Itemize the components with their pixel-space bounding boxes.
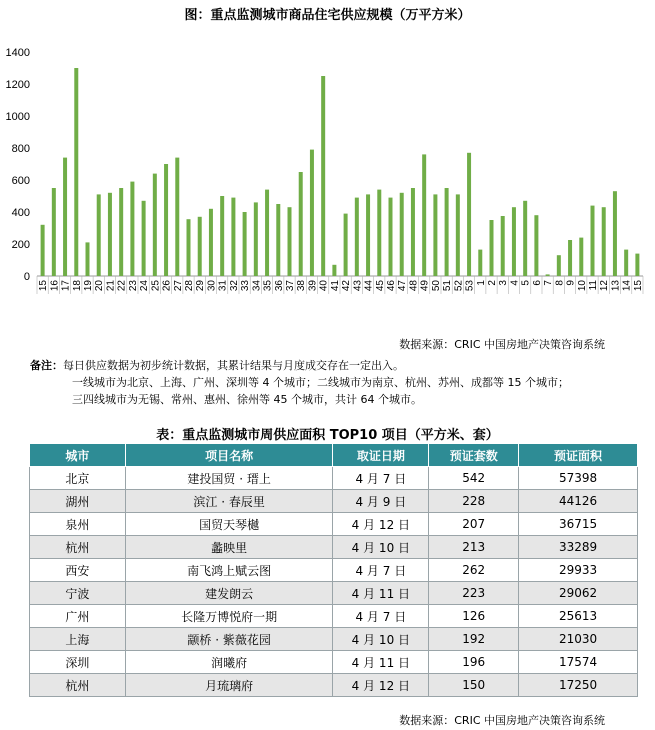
x-tick-label: 1 — [475, 280, 487, 286]
table-header-row — [30, 444, 638, 467]
header-cell: 取证日期 — [333, 444, 429, 467]
bar — [41, 225, 45, 276]
table-row — [30, 582, 638, 605]
table-cell: 36715 — [519, 513, 638, 536]
chart-note — [30, 357, 569, 408]
table-cell: 29062 — [519, 582, 638, 605]
table-row — [30, 605, 638, 628]
note-line-1: 每日供应数据为初步统计数据，其累计结果与月度成交存在一定出入。 — [63, 359, 404, 372]
bar — [512, 207, 516, 276]
bar — [523, 201, 527, 276]
bar — [153, 174, 157, 276]
bar — [321, 76, 325, 276]
x-tick-label: 42 — [341, 280, 353, 292]
x-tick-label: 12 — [599, 280, 611, 292]
x-tick-label: 46 — [386, 280, 397, 292]
chart-source: 数据来源：CRIC 中国房地产决策咨询系统 — [399, 338, 605, 351]
x-tick-label: 10 — [576, 280, 588, 292]
x-tick-label: 26 — [161, 280, 173, 292]
table-cell: 4 月 12 日 — [333, 674, 429, 697]
bar — [366, 194, 370, 276]
table-cell: 杭州 — [30, 674, 126, 697]
table-cell: 21030 — [519, 628, 638, 651]
x-tick-label: 5 — [520, 280, 532, 286]
bar — [490, 220, 494, 276]
bar — [231, 198, 235, 276]
table-cell: 207 — [429, 513, 519, 536]
x-tick-label: 31 — [217, 280, 229, 292]
note-label: 备注： — [30, 359, 63, 372]
bar — [400, 193, 404, 276]
bar — [422, 154, 426, 276]
table-row — [30, 513, 638, 536]
bar — [130, 182, 134, 276]
x-tick-label: 14 — [621, 280, 633, 292]
x-tick-label: 43 — [352, 280, 364, 292]
x-tick-label: 13 — [610, 280, 622, 292]
x-tick-label: 40 — [318, 280, 330, 292]
x-tick-label: 22 — [116, 280, 128, 292]
x-tick-label: 4 — [509, 280, 521, 286]
table-cell: 蠡映里 — [125, 536, 333, 559]
bar — [97, 194, 101, 276]
table-cell: 国贸天琴樾 — [125, 513, 333, 536]
table-cell: 月琉璃府 — [125, 674, 333, 697]
x-tick-label: 9 — [565, 280, 577, 286]
x-tick-label: 25 — [150, 280, 162, 292]
bar — [456, 194, 460, 276]
bar — [265, 190, 269, 276]
table-cell: 223 — [429, 582, 519, 605]
x-tick-label: 16 — [49, 280, 61, 292]
table-cell: 深圳 — [30, 651, 126, 674]
y-tick-label: 800 — [11, 143, 30, 155]
table-cell: 4 月 10 日 — [333, 536, 429, 559]
bar — [557, 255, 561, 276]
x-tick-label: 33 — [240, 280, 252, 292]
table-row — [30, 628, 638, 651]
table-cell: 29933 — [519, 559, 638, 582]
table-cell: 126 — [429, 605, 519, 628]
y-tick-label: 0 — [23, 271, 30, 283]
x-tick-label: 8 — [554, 280, 566, 286]
table-cell: 滨江 · 春辰里 — [125, 490, 333, 513]
bar — [175, 158, 179, 276]
x-tick-label: 35 — [262, 280, 274, 292]
table-cell: 17574 — [519, 651, 638, 674]
x-tick-label: 47 — [397, 280, 409, 292]
bar — [276, 204, 280, 276]
bar — [613, 191, 617, 276]
bar — [86, 242, 90, 276]
x-tick-label: 45 — [374, 280, 386, 292]
x-tick-label: 51 — [442, 280, 454, 292]
table-cell: 17250 — [519, 674, 638, 697]
table-cell: 213 — [429, 536, 519, 559]
note-line-2: 一线城市为北京、上海、广州、深圳等 4 个城市；二线城市为南京、杭州、苏州、成都等 15 个城市； — [72, 376, 569, 389]
x-tick-label: 19 — [83, 280, 94, 292]
table-cell: 196 — [429, 651, 519, 674]
bar — [579, 238, 583, 276]
bar — [635, 254, 639, 276]
table-cell: 33289 — [519, 536, 638, 559]
bar — [310, 150, 314, 276]
bar — [445, 188, 449, 276]
table-cell: 4 月 9 日 — [333, 490, 429, 513]
bar — [355, 198, 359, 276]
table-cell: 颛桥 · 紫薇花园 — [125, 628, 333, 651]
bar — [568, 240, 572, 276]
bar — [478, 250, 482, 276]
table-cell: 4 月 11 日 — [333, 651, 429, 674]
chart-title: 图：重点监测城市商品住宅供应规模（万平方米） — [184, 8, 471, 23]
x-tick-label: 50 — [430, 280, 442, 292]
x-tick-label: 49 — [419, 280, 431, 292]
y-tick-label: 1000 — [5, 111, 30, 123]
x-tick-label: 17 — [60, 280, 72, 292]
table-cell: 150 — [429, 674, 519, 697]
table-cell: 润曦府 — [125, 651, 333, 674]
bar — [433, 194, 437, 276]
x-tick-label: 11 — [588, 280, 599, 291]
table-row — [30, 467, 638, 490]
table-cell: 广州 — [30, 605, 126, 628]
x-tick-label: 21 — [105, 280, 117, 292]
bar — [74, 68, 78, 276]
x-tick-label: 41 — [329, 280, 341, 292]
top10-table — [29, 443, 638, 697]
x-tick-label: 34 — [251, 280, 263, 292]
table-title: 表：重点监测城市周供应面积 TOP10 项目（平方米、套） — [156, 428, 499, 443]
header-cell: 项目名称 — [125, 444, 333, 467]
table-cell: 542 — [429, 467, 519, 490]
y-tick-label: 1400 — [5, 47, 30, 59]
bar — [164, 164, 168, 276]
x-tick-label: 7 — [543, 280, 555, 286]
x-tick-label: 32 — [228, 280, 240, 292]
table-source: 数据来源：CRIC 中国房地产决策咨询系统 — [399, 714, 605, 727]
table-row — [30, 490, 638, 513]
table-cell: 4 月 7 日 — [333, 467, 429, 490]
note-line-3: 三四线城市为无锡、常州、惠州、徐州等 45 个城市，共计 64 个城市。 — [72, 393, 422, 406]
header-cell: 预证套数 — [429, 444, 519, 467]
bar — [254, 202, 258, 276]
bar — [119, 188, 123, 276]
table-cell: 宁波 — [30, 582, 126, 605]
x-tick-label: 30 — [206, 280, 218, 292]
table-cell: 57398 — [519, 467, 638, 490]
table-cell: 4 月 10 日 — [333, 628, 429, 651]
table-cell: 25613 — [519, 605, 638, 628]
table-cell: 228 — [429, 490, 519, 513]
table-cell: 西安 — [30, 559, 126, 582]
header-cell: 城市 — [30, 444, 126, 467]
x-tick-label: 6 — [531, 280, 543, 286]
bar — [591, 206, 595, 276]
bar — [332, 265, 336, 276]
table-cell: 44126 — [519, 490, 638, 513]
x-tick-label: 3 — [498, 280, 510, 286]
table-cell: 杭州 — [30, 536, 126, 559]
x-tick-label: 2 — [487, 280, 498, 286]
x-tick-label: 44 — [363, 280, 375, 292]
table-cell: 北京 — [30, 467, 126, 490]
table-row — [30, 674, 638, 697]
header-cell: 预证面积 — [519, 444, 638, 467]
table-cell: 长隆万博悦府一期 — [125, 605, 333, 628]
x-tick-label: 27 — [172, 280, 184, 292]
x-tick-label: 15 — [38, 280, 50, 292]
table-cell: 4 月 11 日 — [333, 582, 429, 605]
bar — [389, 198, 393, 276]
x-tick-label: 29 — [195, 280, 207, 292]
x-tick-label: 15 — [632, 280, 644, 292]
bar — [377, 190, 381, 276]
table-cell: 上海 — [30, 628, 126, 651]
x-tick-label: 36 — [273, 280, 285, 292]
bar — [187, 219, 191, 276]
x-tick-label: 39 — [307, 280, 319, 292]
y-tick-label: 1200 — [5, 79, 30, 91]
bar — [63, 158, 67, 276]
table-cell: 南飞鸿上赋云图 — [125, 559, 333, 582]
bar — [411, 188, 415, 276]
bar — [243, 212, 247, 276]
bar — [142, 201, 146, 276]
bar — [534, 215, 538, 276]
table-cell: 262 — [429, 559, 519, 582]
bar-chart — [0, 28, 655, 333]
table-cell: 建投国贸 · 瑨上 — [125, 467, 333, 490]
bar — [52, 188, 56, 276]
table-row — [30, 559, 638, 582]
x-tick-label: 24 — [139, 280, 151, 292]
x-tick-label: 38 — [296, 280, 308, 292]
bar — [198, 217, 202, 276]
bar — [108, 193, 112, 276]
bar — [344, 214, 348, 276]
table-cell: 建发朗云 — [125, 582, 333, 605]
x-tick-label: 28 — [184, 280, 195, 292]
table-cell: 4 月 7 日 — [333, 559, 429, 582]
bar — [546, 274, 550, 276]
bar — [220, 196, 224, 276]
y-tick-label: 200 — [11, 239, 30, 251]
table-cell: 泉州 — [30, 513, 126, 536]
table-cell: 湖州 — [30, 490, 126, 513]
bar — [467, 153, 471, 276]
table-row — [30, 651, 638, 674]
bar — [288, 207, 292, 276]
x-tick-label: 18 — [71, 280, 83, 292]
y-tick-label: 400 — [11, 207, 30, 219]
x-tick-label: 48 — [408, 280, 420, 292]
bar — [602, 207, 606, 276]
y-tick-label: 600 — [11, 175, 30, 187]
x-tick-label: 37 — [285, 280, 296, 292]
x-tick-label: 53 — [464, 280, 476, 292]
table-cell: 4 月 12 日 — [333, 513, 429, 536]
bar — [209, 209, 213, 276]
x-tick-label: 23 — [127, 280, 139, 292]
table-row — [30, 536, 638, 559]
bar — [299, 172, 303, 276]
x-tick-label: 20 — [94, 280, 106, 292]
x-tick-label: 52 — [453, 280, 465, 292]
bar — [501, 216, 505, 276]
table-cell: 4 月 7 日 — [333, 605, 429, 628]
bar — [624, 250, 628, 276]
table-cell: 192 — [429, 628, 519, 651]
